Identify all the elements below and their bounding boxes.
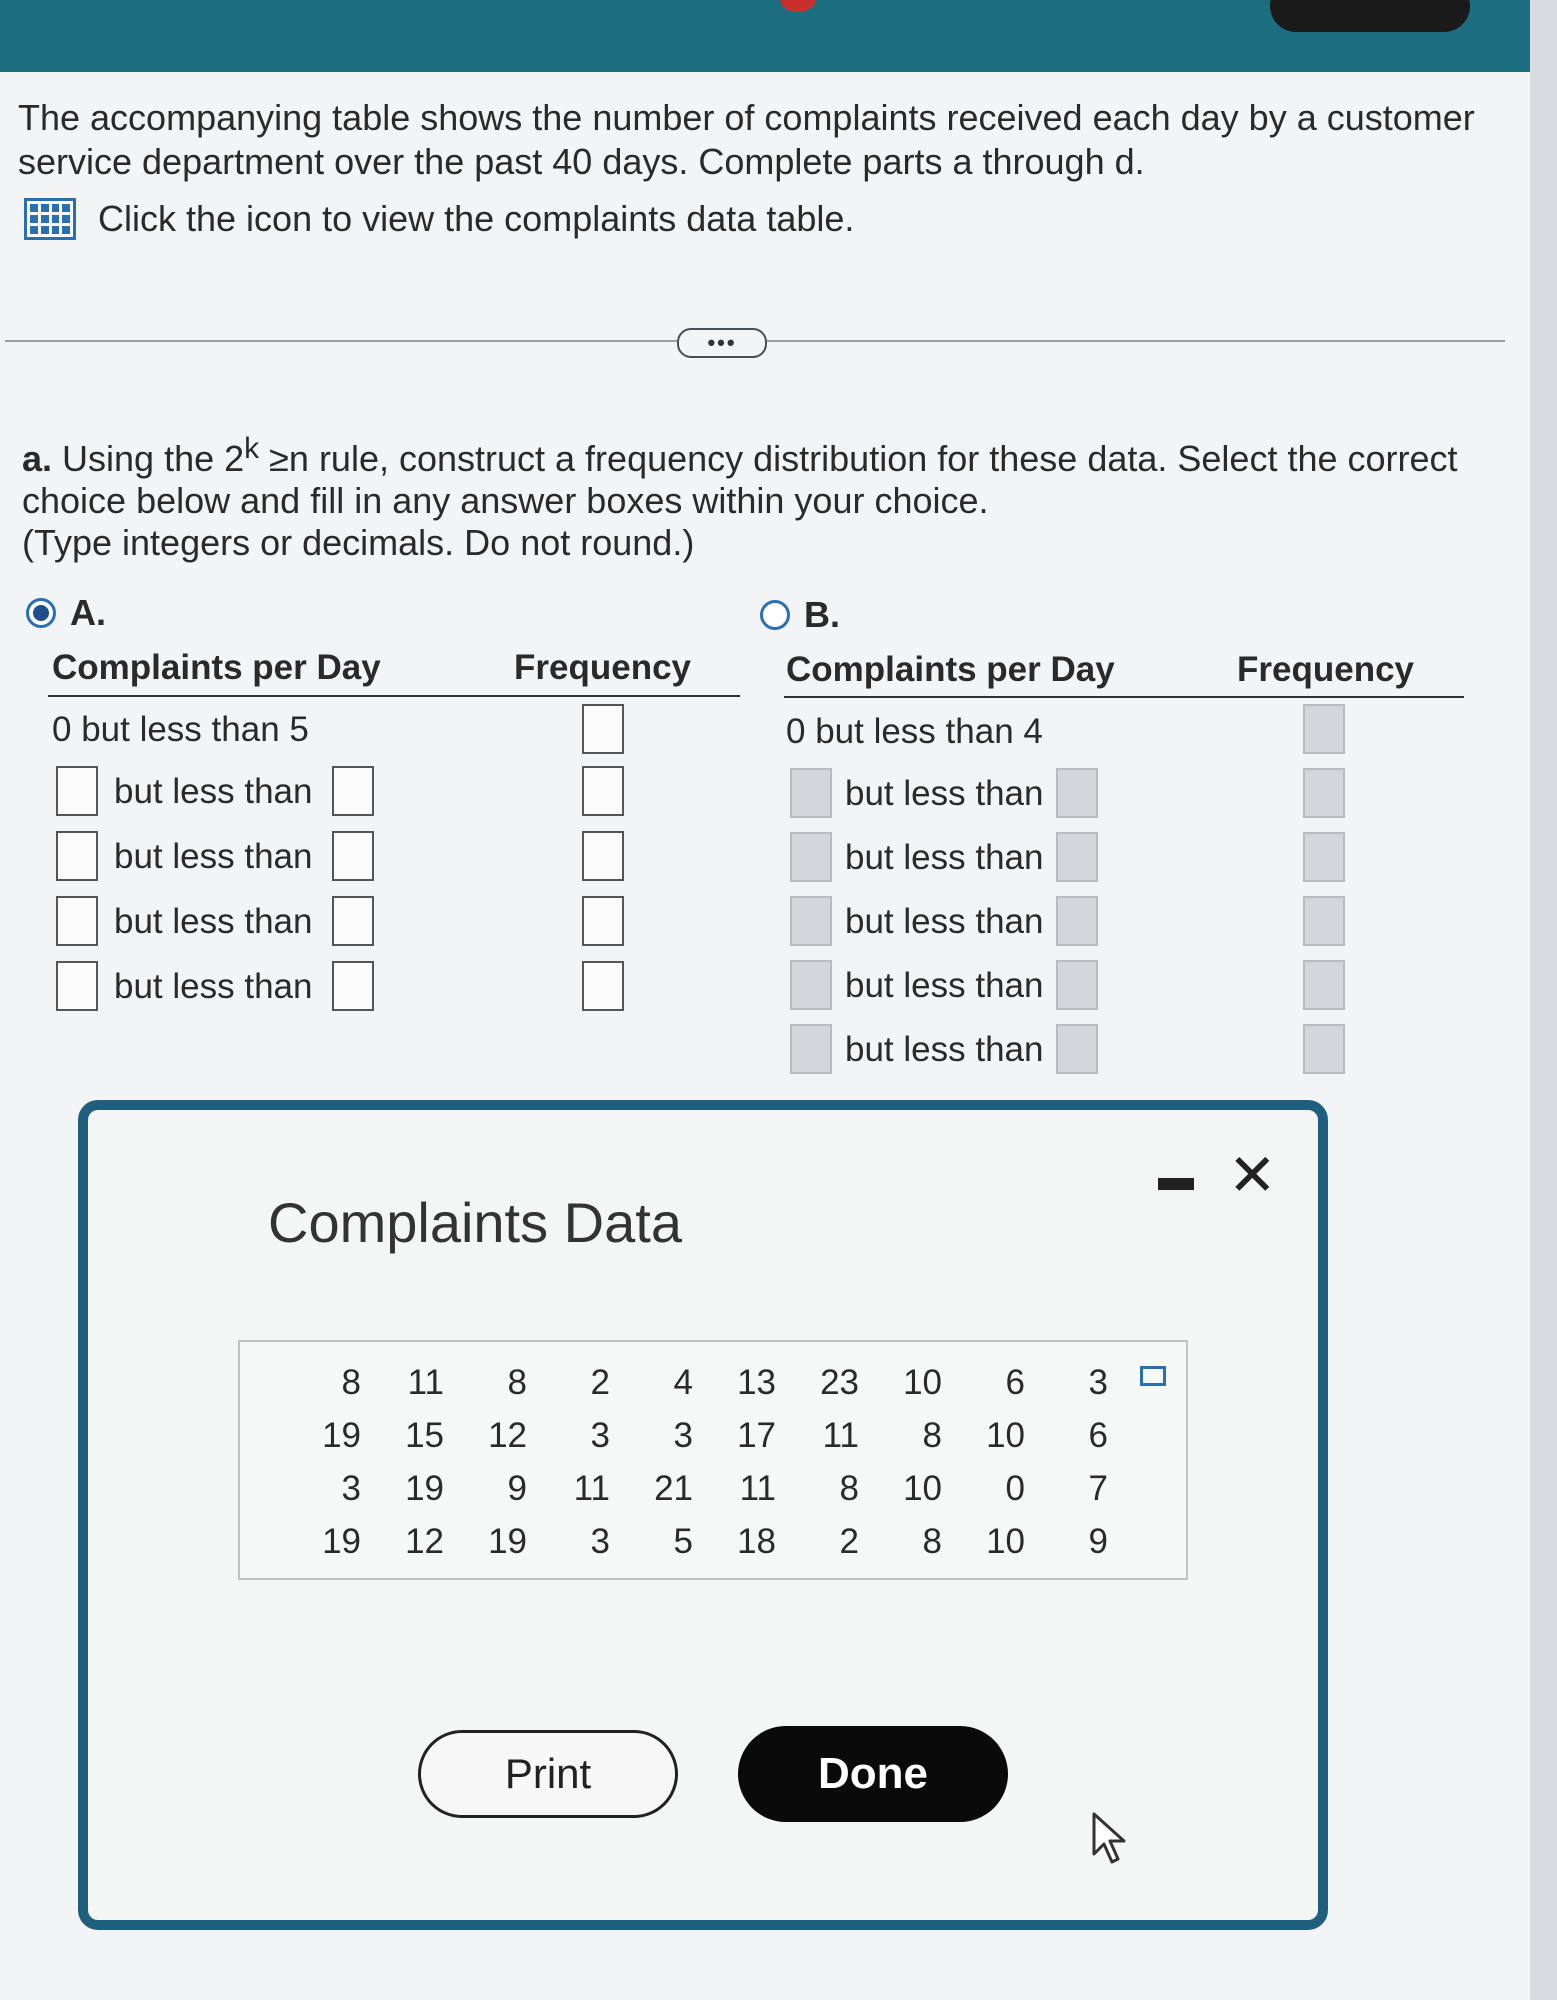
option-b-col-complaints: Complaints per Day — [786, 650, 1115, 689]
top-header-bar — [0, 0, 1530, 72]
option-b-frequency-input-5[interactable] — [1303, 960, 1345, 1010]
option-b-label: B. — [804, 594, 840, 635]
table-cell: 13 — [737, 1362, 776, 1402]
option-a-upper-input-5[interactable] — [332, 961, 374, 1011]
table-cell: 23 — [820, 1362, 859, 1402]
table-cell: 11 — [739, 1468, 776, 1508]
table-cell: 5 — [673, 1521, 693, 1561]
option-a-upper-input-3[interactable] — [332, 831, 374, 881]
table-cell: 3 — [590, 1521, 610, 1561]
option-b-row-text: but less than — [845, 774, 1044, 813]
table-cell: 2 — [839, 1521, 859, 1561]
option-b-upper-input-2[interactable] — [1056, 768, 1098, 818]
option-a-lower-input-3[interactable] — [56, 831, 98, 881]
table-cell: 19 — [488, 1521, 527, 1561]
option-a-first-row: 0 but less than 5 — [52, 710, 309, 749]
table-cell: 15 — [405, 1415, 444, 1455]
option-a-frequency-input-5[interactable] — [582, 961, 624, 1011]
option-a-lower-input-5[interactable] — [56, 961, 98, 1011]
table-cell: 11 — [573, 1468, 610, 1508]
table-cell: 12 — [488, 1415, 527, 1455]
table-cell: 8 — [922, 1415, 942, 1455]
option-a-upper-input-2[interactable] — [332, 766, 374, 816]
option-a-frequency-input-3[interactable] — [582, 831, 624, 881]
option-a-label: A. — [70, 592, 106, 633]
option-a-row-text: but less than — [114, 837, 313, 876]
data-table-link[interactable] — [24, 198, 854, 240]
option-b-frequency-input-2[interactable] — [1303, 768, 1345, 818]
option-b-lower-input-2[interactable] — [790, 768, 832, 818]
option-b-upper-input-6[interactable] — [1056, 1024, 1098, 1074]
table-cell: 11 — [822, 1415, 859, 1455]
modal-title: Complaints Data — [268, 1191, 682, 1254]
table-cell: 21 — [654, 1468, 693, 1508]
done-button[interactable]: Done — [738, 1726, 1008, 1822]
table-cell: 8 — [922, 1521, 942, 1561]
option-a-row-text: but less than — [114, 967, 313, 1006]
option-b-lower-input-3[interactable] — [790, 832, 832, 882]
option-a-lower-input-2[interactable] — [56, 766, 98, 816]
option-b-row-text: but less than — [845, 966, 1044, 1005]
table-cell: 9 — [1088, 1521, 1108, 1561]
option-a-header-rule — [48, 695, 740, 697]
table-cell: 3 — [590, 1415, 610, 1455]
table-cell: 19 — [322, 1521, 361, 1561]
option-a-col-complaints: Complaints per Day — [52, 648, 381, 687]
expand-more-button[interactable]: ••• — [677, 328, 767, 358]
option-b-frequency-input-6[interactable] — [1303, 1024, 1345, 1074]
intro-text: The accompanying table shows the number of complaints received each day by a customer service department over the past 40 days. Complete parts a through d. — [18, 97, 1475, 182]
data-link-label[interactable]: Click the icon to view the complaints data table. — [98, 198, 855, 239]
table-cell: 8 — [507, 1362, 527, 1402]
table-cell: 19 — [322, 1415, 361, 1455]
table-cell: 11 — [407, 1362, 444, 1402]
table-cell: 19 — [405, 1468, 444, 1508]
option-b-row-text: but less than — [845, 1030, 1044, 1069]
table-cell: 6 — [1088, 1415, 1108, 1455]
option-a-col-frequency: Frequency — [514, 648, 691, 687]
table-cell: 2 — [590, 1362, 610, 1402]
option-b-row-text: but less than — [845, 838, 1044, 877]
table-cell: 3 — [673, 1415, 693, 1455]
table-cell: 3 — [341, 1468, 361, 1508]
option-b-col-frequency: Frequency — [1237, 650, 1414, 689]
option-a-frequency-input-2[interactable] — [582, 766, 624, 816]
mouse-cursor-icon — [1090, 1810, 1130, 1866]
table-cell: 4 — [673, 1362, 693, 1402]
table-row — [278, 1515, 1108, 1568]
complaints-data-table — [238, 1340, 1188, 1580]
table-cell: 18 — [737, 1521, 776, 1561]
header-button[interactable] — [1270, 0, 1470, 32]
table-cell: 12 — [405, 1521, 444, 1561]
question-part-label: a. — [22, 438, 53, 479]
minimize-icon[interactable] — [1158, 1178, 1194, 1190]
question-superscript: k — [244, 432, 260, 465]
table-cell: 10 — [986, 1521, 1025, 1561]
print-button[interactable]: Print — [418, 1730, 678, 1818]
option-b-lower-input-6[interactable] — [790, 1024, 832, 1074]
scroll-edge — [1530, 0, 1557, 2000]
table-cell: 8 — [839, 1468, 859, 1508]
option-b-header-rule — [784, 696, 1464, 698]
option-b-frequency-input-4[interactable] — [1303, 896, 1345, 946]
table-cell: 10 — [986, 1415, 1025, 1455]
close-icon[interactable]: ✕ — [1228, 1143, 1277, 1208]
question-instruction: (Type integers or decimals. Do not round.) — [22, 522, 695, 563]
table-cell: 3 — [1088, 1362, 1108, 1402]
status-indicator — [780, 0, 816, 12]
table-cell: 6 — [1005, 1362, 1025, 1402]
table-cell: 17 — [737, 1415, 776, 1455]
option-a-row-text: but less than — [114, 772, 313, 811]
option-b[interactable] — [760, 594, 840, 636]
table-cell: 8 — [341, 1362, 361, 1402]
question-text-after: ≥n rule, construct a frequency distribution for these data. Select the correct choice below and fill in any answer boxes within your choice. — [22, 438, 1458, 521]
option-b-first-row: 0 but less than 4 — [786, 712, 1043, 751]
option-b-upper-input-5[interactable] — [1056, 960, 1098, 1010]
option-b-upper-input-4[interactable] — [1056, 896, 1098, 946]
table-cell: 7 — [1088, 1468, 1108, 1508]
option-b-upper-input-3[interactable] — [1056, 832, 1098, 882]
copy-icon[interactable] — [1140, 1366, 1166, 1386]
table-row — [278, 1409, 1108, 1462]
complaints-data-modal — [78, 1100, 1328, 1930]
option-a-frequency-input-1[interactable] — [582, 704, 624, 754]
option-b-frequency-input-1[interactable] — [1303, 704, 1345, 754]
option-b-radio[interactable] — [760, 600, 790, 630]
question-text — [22, 428, 1502, 564]
table-cell: 10 — [903, 1362, 942, 1402]
option-b-frequency-input-3[interactable] — [1303, 832, 1345, 882]
option-a-lower-input-4[interactable] — [56, 896, 98, 946]
option-a-upper-input-4[interactable] — [332, 896, 374, 946]
table-row — [278, 1356, 1108, 1409]
option-a-frequency-input-4[interactable] — [582, 896, 624, 946]
option-b-lower-input-4[interactable] — [790, 896, 832, 946]
option-b-lower-input-5[interactable] — [790, 960, 832, 1010]
table-cell: 0 — [1005, 1468, 1025, 1508]
option-a-radio[interactable] — [26, 598, 56, 628]
table-row — [278, 1462, 1108, 1515]
option-a[interactable] — [26, 592, 106, 634]
table-cell: 9 — [507, 1468, 527, 1508]
table-grid-icon[interactable] — [24, 198, 76, 240]
option-a-row-text: but less than — [114, 902, 313, 941]
option-b-row-text: but less than — [845, 902, 1044, 941]
table-cell: 10 — [903, 1468, 942, 1508]
question-text-before: Using the 2 — [52, 438, 245, 479]
